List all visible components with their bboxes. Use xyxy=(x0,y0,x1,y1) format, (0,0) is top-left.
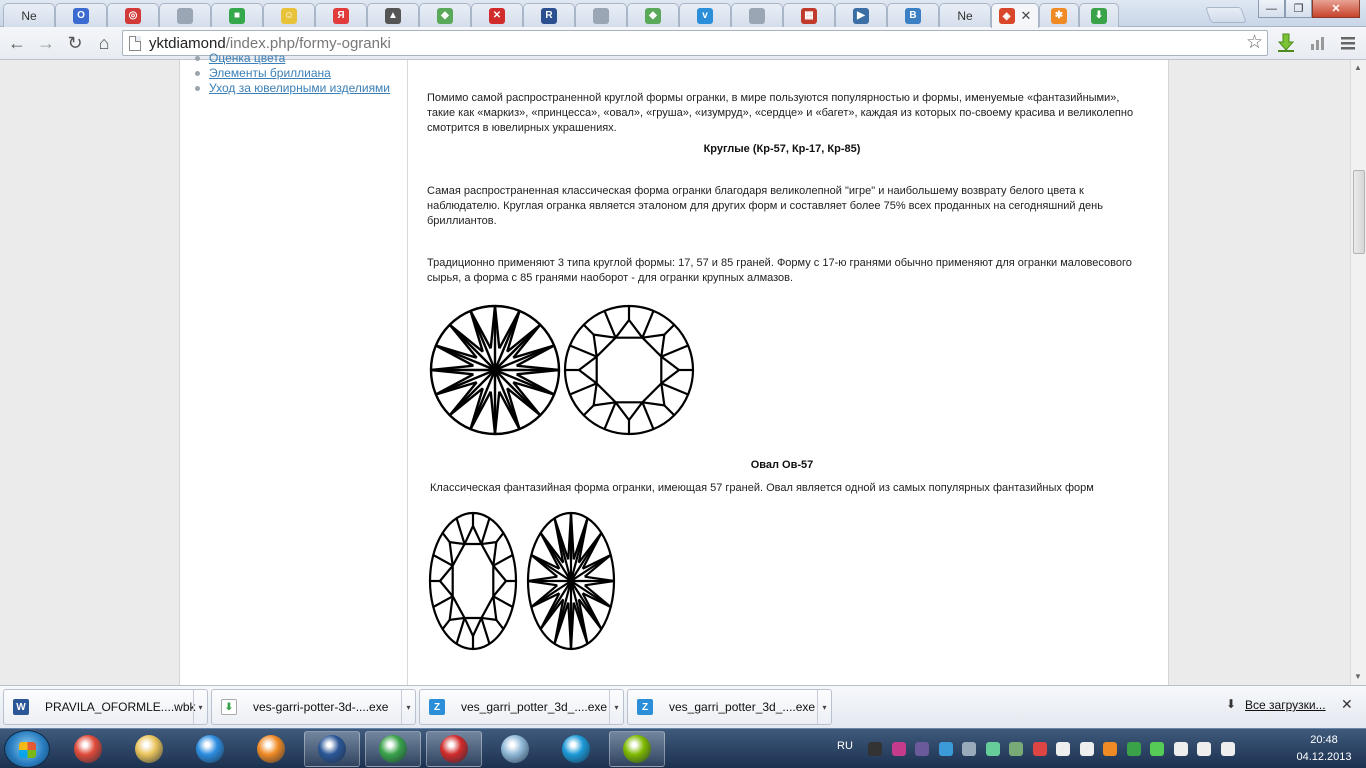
browser-tab[interactable] xyxy=(1039,3,1079,27)
grid-icon: ▦ xyxy=(801,8,817,24)
browser-tab[interactable] xyxy=(367,3,419,27)
chrome-icon xyxy=(379,735,407,763)
sidebar-menu xyxy=(194,51,390,96)
browser-tab[interactable] xyxy=(471,3,523,27)
download-filename: ves_garri_potter_3d_....exe xyxy=(461,700,608,714)
pen-icon[interactable] xyxy=(892,742,906,756)
v-icon: v xyxy=(697,8,713,24)
sidebar-item-care[interactable] xyxy=(194,81,390,96)
word-doc-icon: W xyxy=(13,699,29,715)
browser-tab[interactable] xyxy=(783,3,835,27)
browser-tab[interactable] xyxy=(939,3,991,27)
ring-icon[interactable] xyxy=(939,742,953,756)
ticket-icon: ◆ xyxy=(437,8,453,24)
sidebar-item-label[interactable]: Элементы бриллиана xyxy=(209,66,331,80)
maximize-button[interactable]: ❐ xyxy=(1285,0,1312,18)
utorrent-icon[interactable] xyxy=(1127,742,1141,756)
browser-tab[interactable] xyxy=(887,3,939,27)
bookmark-star-icon[interactable]: ☆ xyxy=(1245,32,1263,53)
browser-tab[interactable] xyxy=(1079,3,1119,27)
article-content xyxy=(427,60,1161,685)
browser-tab[interactable] xyxy=(523,3,575,27)
opera-icon: O xyxy=(73,8,89,24)
vertical-scrollbar[interactable] xyxy=(1350,60,1366,685)
start-button[interactable] xyxy=(4,730,50,768)
browser-tab[interactable] xyxy=(575,3,627,27)
power-icon[interactable] xyxy=(1174,742,1188,756)
browser-tab[interactable] xyxy=(55,3,107,27)
sidebar-item-elements[interactable] xyxy=(194,66,390,81)
update-icon[interactable] xyxy=(1150,742,1164,756)
windows-taskbar xyxy=(0,728,1366,768)
taskbar-app-button[interactable] xyxy=(304,731,360,767)
play-icon: ▶ xyxy=(853,8,869,24)
clock-time[interactable]: 20:48 xyxy=(1310,734,1338,746)
reload-button[interactable]: ↻ xyxy=(67,32,83,53)
menu-icon[interactable] xyxy=(1336,31,1360,55)
page-icon xyxy=(129,36,141,51)
back-button[interactable]: ← xyxy=(8,32,26,53)
downloads-arrow-icon: ⬇ xyxy=(1226,697,1237,711)
browser-tab[interactable] xyxy=(731,3,783,27)
download-menu-chevron-icon[interactable]: ▾ xyxy=(609,690,623,724)
window-close-button[interactable]: ✕ xyxy=(1312,0,1360,18)
yandex-icon: Я xyxy=(333,8,349,24)
tab-title: Ne xyxy=(21,8,37,23)
x-icon: ✕ xyxy=(489,8,505,24)
media-player-icon xyxy=(257,735,285,763)
scroll-up-icon[interactable]: ▲ xyxy=(1354,63,1362,72)
round-paragraph-1: Самая распространенная классическая форма огранки благодаря великолепной "игре" и наибольшему возврату белого цвета к наблюдателю. Круглая огранка является эталоном для других форм и составляет более 75% всех проданных на сегодняшний день бриллиантов. xyxy=(427,185,1103,227)
taskbar-app-button[interactable] xyxy=(121,731,177,767)
puzzle-icon[interactable] xyxy=(962,742,976,756)
b-icon: B xyxy=(905,8,921,24)
ninja-icon[interactable] xyxy=(915,742,929,756)
browser-tab[interactable] xyxy=(315,3,367,27)
download-item[interactable] xyxy=(3,689,208,725)
url-text[interactable] xyxy=(149,35,391,52)
speaker-icon[interactable] xyxy=(1221,742,1235,756)
oval-heading: Овал Ов-57 xyxy=(750,459,814,471)
download-shelf xyxy=(0,685,1366,728)
target-icon: ◎ xyxy=(125,8,141,24)
download-tab-icon: ⬇ xyxy=(1091,8,1107,24)
home-button[interactable]: ⌂ xyxy=(98,32,110,53)
download-menu-chevron-icon[interactable]: ▾ xyxy=(401,690,415,724)
stats-extension-icon[interactable] xyxy=(1306,31,1330,55)
download-arrow-icon: ⬇ xyxy=(221,699,237,715)
close-download-shelf-icon[interactable]: ✕ xyxy=(1341,696,1353,712)
clock-date[interactable]: 04.12.2013 xyxy=(1296,751,1352,763)
monitor-icon[interactable] xyxy=(1009,742,1023,756)
download-item[interactable] xyxy=(419,689,624,725)
scroll-down-icon[interactable]: ▼ xyxy=(1354,672,1362,681)
download-extension-icon[interactable] xyxy=(1274,31,1298,55)
browser-tab[interactable] xyxy=(263,3,315,27)
tab-strip xyxy=(0,0,1366,27)
installer-icon: Z xyxy=(429,699,445,715)
taskbar-app-button[interactable] xyxy=(243,731,299,767)
skype-icon xyxy=(562,735,590,763)
installer-icon: Z xyxy=(637,699,653,715)
taskbar-app-button[interactable] xyxy=(487,731,543,767)
volume-icon[interactable] xyxy=(1197,742,1211,756)
url-path: /index.php/formy-ogranki xyxy=(225,35,391,52)
avast-icon[interactable] xyxy=(1103,742,1117,756)
app-icon xyxy=(623,735,651,763)
notepad-icon xyxy=(501,735,529,763)
sidebar-item-color[interactable] xyxy=(194,51,390,66)
download-menu-chevron-icon[interactable]: ▾ xyxy=(817,690,831,724)
round-heading: Круглые (Кр-57, Кр-17, Кр-85) xyxy=(703,143,861,155)
taskbar-app-button[interactable] xyxy=(609,731,665,767)
url-host: yktdiamond xyxy=(149,35,226,52)
round-diamond-star-diagram xyxy=(429,304,561,436)
oval-paragraph: Классическая фантазийная форма огранки, имеющая 57 граней. Овал является одной из самых популярных фантазийных форм xyxy=(430,482,1094,494)
browser-tab[interactable] xyxy=(679,3,731,27)
windows-icon: ■ xyxy=(229,8,245,24)
minimize-button[interactable]: — xyxy=(1258,0,1285,18)
graduation-icon: ▲ xyxy=(385,8,401,24)
browser-tab[interactable] xyxy=(627,3,679,27)
taskbar-app-button[interactable] xyxy=(365,731,421,767)
site-icon: ◈ xyxy=(999,8,1015,24)
taskbar-app-button[interactable] xyxy=(60,731,116,767)
smile-icon: ☺ xyxy=(281,8,297,24)
language-indicator[interactable]: RU xyxy=(837,740,853,752)
media-center-icon xyxy=(74,735,102,763)
round-paragraph-2: Традиционно применяют 3 типа круглой формы: 17, 57 и 85 граней. Форму с 17-ю гранями обычно применяют для огранки маловесового сырья, а форма с 85 гранями наоборот - для огранки крупных алмазов. xyxy=(427,257,1132,284)
sidebar-item-label[interactable]: Оценка цвета xyxy=(209,51,286,65)
forward-button[interactable]: → xyxy=(37,32,55,53)
joomla-icon: ✱ xyxy=(1051,8,1067,24)
explorer-icon xyxy=(135,735,163,763)
download-item[interactable] xyxy=(627,689,832,725)
browser-tab[interactable] xyxy=(107,3,159,27)
oval-diamond-brilliant-diagram xyxy=(428,511,518,651)
browser-tab[interactable] xyxy=(3,3,55,27)
ticket-icon: ◆ xyxy=(645,8,661,24)
word-icon xyxy=(318,735,346,763)
hat-icon[interactable] xyxy=(868,742,882,756)
ie-icon xyxy=(196,735,224,763)
scrollbar-thumb[interactable] xyxy=(1353,170,1365,254)
browser-tab[interactable] xyxy=(419,3,471,27)
page-container xyxy=(179,51,1169,685)
taskbar-app-button[interactable] xyxy=(548,731,604,767)
taskbar-app-button[interactable] xyxy=(426,731,482,767)
page-icon xyxy=(593,8,609,24)
tab-close-icon[interactable]: ✕ xyxy=(1020,8,1032,23)
browser-tab[interactable] xyxy=(835,3,887,27)
download-filename: ves-garri-potter-3d-....exe xyxy=(253,700,389,714)
bluetooth-icon[interactable] xyxy=(986,742,1000,756)
download-menu-chevron-icon[interactable]: ▾ xyxy=(193,690,207,724)
flag-icon[interactable] xyxy=(1080,742,1094,756)
r-icon: R xyxy=(541,8,557,24)
download-filename: ves_garri_potter_3d_....exe xyxy=(669,700,816,714)
printer-icon[interactable] xyxy=(1033,742,1047,756)
browser-tab[interactable] xyxy=(159,3,211,27)
network-icon[interactable] xyxy=(1056,742,1070,756)
download-filename: PRAVILA_OFORMLE....wbk xyxy=(45,700,196,714)
page-icon xyxy=(749,8,765,24)
sidebar-item-label[interactable]: Уход за ювелирными изделиями xyxy=(209,81,391,95)
opera-icon xyxy=(440,735,468,763)
download-item[interactable] xyxy=(211,689,416,725)
browser-tab[interactable] xyxy=(211,3,263,27)
page-icon xyxy=(177,8,193,24)
taskbar-app-button[interactable] xyxy=(182,731,238,767)
oval-diamond-star-diagram xyxy=(526,511,616,651)
intro-paragraph: Помимо самой распространенной круглой формы огранки, в мире пользуются популярностью и формы, именуемые «фантазийными», такие как «маркиз», «принцесса», «овал», «груша», «изумруд», «сердце» и «багет», каждая из которых по-своему красива и великолепно смотрится в ювелирных украшениях. xyxy=(427,92,1134,134)
round-diamond-brilliant-diagram xyxy=(563,304,695,436)
tab-title: Ne xyxy=(957,8,973,23)
all-downloads-link[interactable]: Все загрузки... xyxy=(1245,698,1326,712)
page-viewport xyxy=(0,51,1350,685)
new-tab-button[interactable] xyxy=(1205,7,1247,23)
sidebar xyxy=(180,51,408,685)
browser-tab[interactable] xyxy=(991,3,1039,28)
